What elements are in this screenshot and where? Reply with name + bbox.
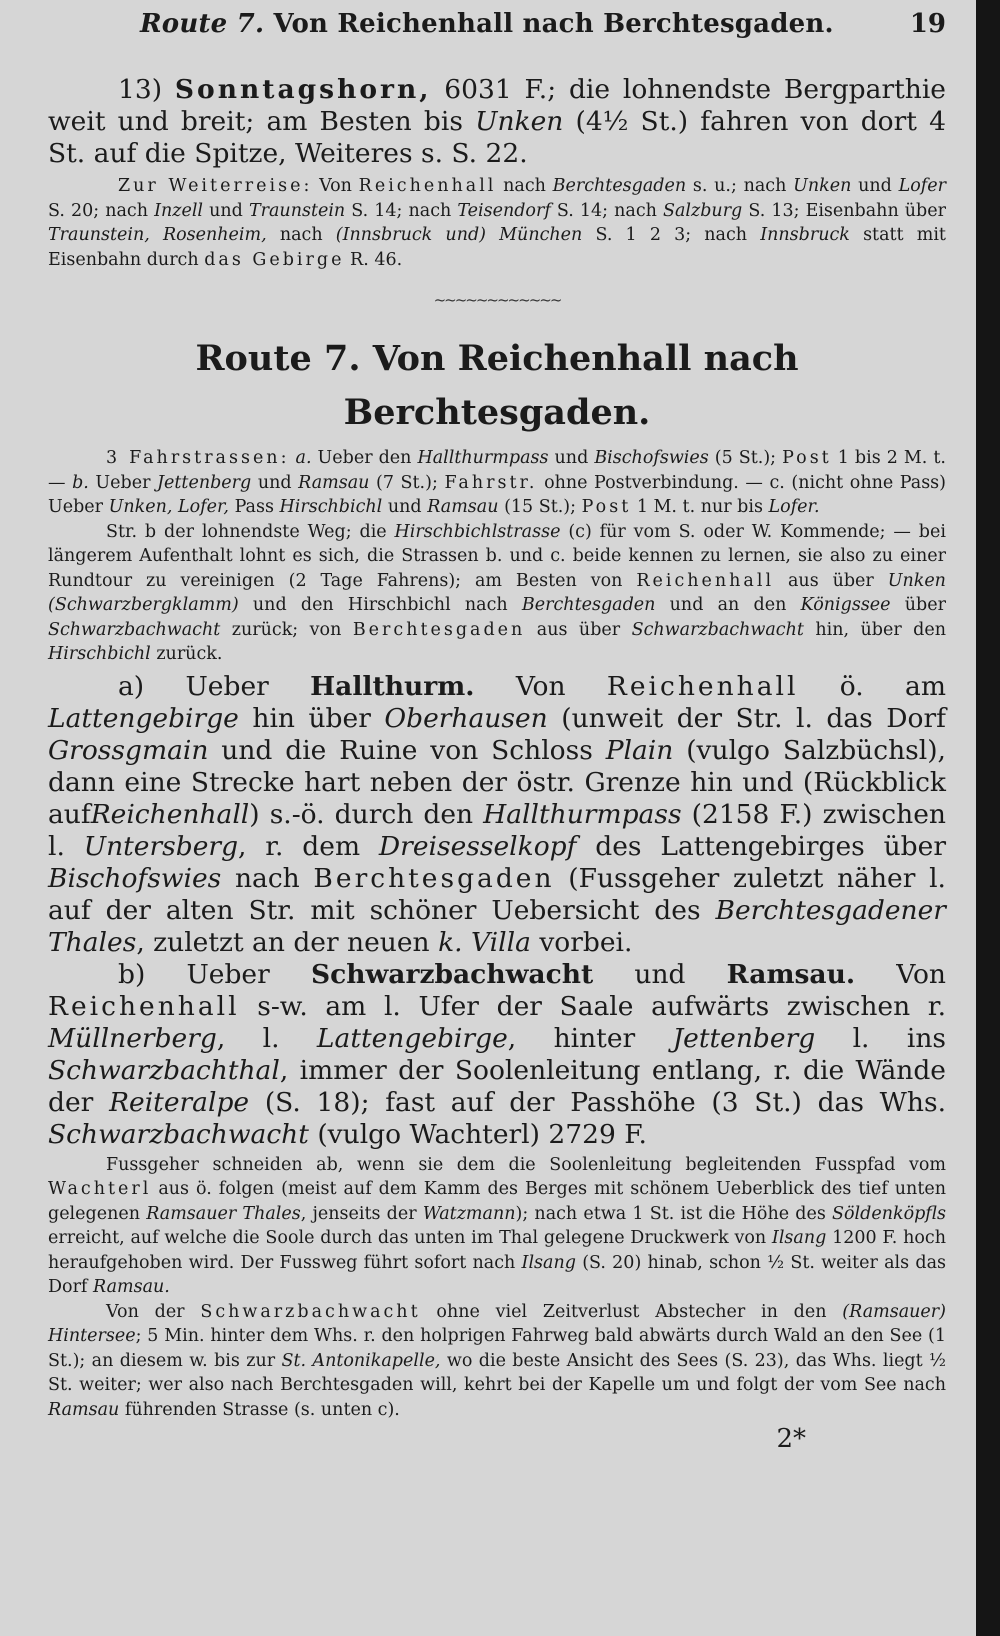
label: Zur Weiterreise: [118, 176, 313, 196]
place-name: k. Villa [438, 926, 531, 958]
text: und an den [669, 595, 787, 615]
place-name: Ilsang [771, 1228, 827, 1248]
text: hin über [252, 702, 371, 734]
text: (vulgo Wachterl) 2729 F. [317, 1118, 647, 1150]
place-name: Unken [475, 106, 564, 137]
text: , immer der Soolenleitung entlang, r. die Wände der [48, 1054, 946, 1118]
mountain-name: Sonntagshorn, [174, 74, 432, 105]
text: ohne Postverbindung. — c. (nicht ohne Pass) Ueber [48, 472, 946, 517]
running-title-route-no: 7. [236, 9, 265, 39]
place-name: Schwarzbachwacht [631, 619, 804, 640]
text: und [634, 958, 686, 990]
text: 1 M. t. nur bis [636, 497, 763, 517]
text: aus über [787, 570, 874, 591]
text: Str. b der lohnendste Weg; die [106, 521, 387, 542]
place-name: Lattengebirge [316, 1022, 508, 1054]
text: s-w. am l. Ufer der Saale aufwärts zwischen r. [257, 990, 946, 1022]
place-name: Unken, Lofer, [108, 497, 229, 517]
place-name: Berchtesgaden [352, 619, 526, 640]
place-name: Königssee [800, 595, 891, 615]
text: a. [295, 448, 312, 468]
text: wo die beste Ansicht des Sees (S. 23), das Whs. liegt ½ St. weiter; wer also nach Berchtesgaden will, kehrt bei der Kapelle um und folgt der vom See nach [48, 1350, 946, 1395]
place-name: Hirschbichlstrasse [394, 521, 561, 542]
place-name: Unken [793, 176, 852, 196]
text: Von [319, 176, 352, 196]
running-title-text: Von Reichenhall nach Berchtesgaden. [273, 9, 834, 39]
place-name: Salzburg [662, 200, 743, 221]
text: Ueber den [317, 448, 412, 468]
place-name: St. Antonikapelle, [281, 1350, 441, 1371]
running-header [48, 4, 946, 44]
place-name: Bischofswies [594, 448, 709, 468]
text: und den Hirschbichl nach [252, 595, 508, 615]
text: , l. [216, 1022, 280, 1054]
text: (4½ St.) fahren von dort 4 St. auf die Spitze, Weiteres s. S. 22. [48, 106, 946, 169]
paragraph-str-b [48, 520, 946, 667]
text: Post [782, 448, 832, 468]
place-name: Müllnerberg [48, 1022, 217, 1054]
place-name: Berchtesgaden [552, 176, 687, 196]
place-name: Ramsau [427, 497, 499, 517]
text: (unweit der Str. l. das Dorf [561, 702, 946, 734]
text: Ueber [95, 472, 151, 493]
place-name: Söldenköpfls [832, 1203, 946, 1224]
text: , jenseits der [300, 1203, 417, 1224]
paragraph-fussgeher [48, 1153, 946, 1300]
place-name: Schwarzbachthal [48, 1054, 280, 1086]
route-heading: Route 7. Von Reichenhall nach Berchtesgaden. [195, 338, 799, 433]
place-name: Berchtesgadener Thales [48, 894, 946, 958]
text: (7 St.); [376, 472, 438, 493]
running-title-route: Route [140, 9, 228, 39]
place-name: Hallthurmpass [483, 798, 682, 830]
place-name: Unken (Schwarzbergklamm) [48, 570, 946, 615]
text: 6031 F.; die lohnendste Bergparthie weit und breit; am Besten bis [48, 74, 946, 137]
text: (S. 18); fast auf der Passhöhe (3 St.) das Whs. [264, 1086, 946, 1118]
place-name: Ramsau. [93, 1277, 170, 1297]
place-name: Lofer [898, 176, 946, 196]
text: nach [503, 176, 546, 196]
place-name: Reichenhall [358, 176, 497, 196]
text: (S. 20) hinab, schon ½ St. weiter als das Dorf [48, 1252, 946, 1297]
text: R. 46. [350, 249, 403, 270]
text: , hinter [507, 1022, 636, 1054]
paragraph-sonntagshorn [48, 74, 946, 170]
place-name: Schwarzbachwacht [48, 619, 221, 640]
place-name: Bischofswies [48, 862, 222, 894]
place-name: Schwarzbachwacht [200, 1301, 421, 1322]
text: ); nach etwa 1 St. ist die Höhe des [515, 1203, 826, 1224]
place-name: Berchtesgaden [313, 862, 555, 894]
place-name: Watzmann [422, 1203, 516, 1224]
text: Von der [106, 1301, 185, 1322]
text: Von [515, 670, 566, 702]
text: b) Ueber [118, 958, 270, 990]
text: 1200 F. hoch heraufgehoben wird. Der Fussweg führt sofort nach [48, 1228, 946, 1273]
text: erreicht, auf welche die Soole durch das unten im Thal gelegene Druckwerk von [48, 1228, 767, 1248]
text: (Fussgeher zuletzt näher l. auf der alten Str. mit schöner Uebersicht des [48, 862, 946, 926]
place-name: Ramsau [48, 1399, 120, 1420]
text: und die Ruine von Schloss [221, 734, 593, 766]
label: 3 Fahrstrassen: [106, 448, 290, 468]
text: aus ö. folgen (meist auf dem Kamm des Berges mit schönem Ueberblick des tief unten gelegenen [48, 1179, 946, 1224]
text: über [904, 595, 946, 615]
text: hin, über den [815, 619, 946, 640]
text: zurück; von [231, 619, 342, 640]
text: nach [234, 862, 300, 894]
text: (5 St.); [714, 448, 777, 468]
text: , zuletzt an der neuen [136, 926, 430, 958]
paragraph-weiterreise [48, 174, 946, 272]
text: (15 St.); [504, 497, 577, 517]
text: l. ins [852, 1022, 946, 1054]
place-name: Oberhausen [384, 702, 548, 734]
text: 1 bis 2 M. t. — [48, 448, 946, 493]
text: ohne viel Zeitverlust Abstecher in den [436, 1301, 827, 1322]
paragraph-abstecher [48, 1300, 946, 1423]
text: S. 14; nach [556, 200, 657, 221]
text: des Lattengebirges über [595, 830, 946, 862]
section-title: Hallthurm. [310, 670, 475, 702]
text: nach [279, 225, 323, 245]
text: S. 1 2 3; nach [595, 225, 748, 245]
place-name: Berchtesgaden [521, 595, 656, 615]
text: (2158 F.) zwischen l. [48, 798, 946, 862]
text: statt mit Eisenbahn durch [48, 225, 946, 270]
place-name: Hallthurmpass [417, 448, 549, 468]
running-title [140, 4, 834, 44]
text: s. u.; nach [692, 176, 787, 196]
place-name: Ramsau [298, 472, 370, 493]
text: und [858, 176, 892, 196]
place-name: Dreisesselkopf [378, 830, 577, 862]
paragraph-section-a [48, 671, 946, 959]
place-name: Hirschbichl [279, 497, 383, 517]
place-name: Teisendorf [457, 200, 551, 221]
place-name: Schwarzbachwacht [48, 1118, 309, 1150]
paragraph-fahrstrassen [48, 446, 946, 520]
text: und [257, 472, 292, 493]
place-name: Untersberg [83, 830, 239, 862]
place-name: Innsbruck [760, 225, 850, 245]
text: Pass [234, 497, 274, 517]
place-name: Grossgmain [48, 734, 209, 766]
place-name: Inzell [154, 200, 204, 221]
item-number: 13) [118, 74, 163, 105]
text: führenden Strasse (s. unten c). [124, 1399, 400, 1420]
text: S. 20; nach [48, 200, 148, 221]
text: aus über [536, 619, 621, 640]
text: ö. am [839, 670, 946, 702]
place-name: (Ramsauer) Hintersee [48, 1301, 946, 1346]
signature-mark: 2* [776, 1424, 806, 1454]
place-name: Jettenberg [672, 1022, 816, 1054]
place-name: Wachterl [48, 1179, 152, 1199]
text: Fussgeher schneiden ab, wenn sie dem die Soolenleitung begleitenden Fusspfad vom [106, 1154, 946, 1175]
text: (vulgo Salzbüchsl), dann eine Strecke hart neben der östr. Grenze hin und (Rückblick auf [48, 734, 946, 830]
text: S. 13; Eisenbahn über [748, 200, 946, 221]
text: und [554, 448, 589, 468]
place-name: Lattengebirge [48, 702, 239, 734]
place-name: Plain [605, 734, 674, 766]
text: Post [581, 497, 632, 517]
text: Fahrstr. [444, 472, 538, 493]
text: ; 5 Min. hinter dem Whs. r. den holprigen Fahrweg bald abwärts durch Wald an den See (1 St.); an diesem w. bis zur [48, 1326, 946, 1371]
text: vorbei. [539, 926, 633, 958]
text: Von [896, 958, 946, 990]
section-title: Ramsau. [726, 958, 856, 990]
text: (c) für vom S. oder W. Kommende; — bei längerem Aufenthalt lohnt es sich, die Strassen b. und c. beide kennen zu lernen, sie also zu einer Rundtour zu vereinigen (2 Tage Fahrens); am Besten von [48, 521, 946, 591]
text: das Gebirge [204, 249, 345, 270]
text: , r. dem [238, 830, 361, 862]
section-title: Schwarzbachwacht [310, 958, 594, 990]
place-name: Reiteralpe [109, 1086, 250, 1118]
place-name: Hirschbichl [48, 644, 151, 664]
text: und [387, 497, 422, 517]
text: a) Ueber [118, 670, 269, 702]
place-name: Jettenberg [157, 472, 252, 493]
text: zurück. [156, 644, 223, 664]
text: b. [72, 472, 89, 493]
place-name: Reichenhall [90, 798, 250, 830]
place-name: Traunstein, Rosenheim, [48, 225, 267, 245]
text: ) s.-ö. durch den [249, 798, 474, 830]
place-name: Reichenhall [48, 990, 240, 1022]
place-name: Traunstein [248, 200, 346, 221]
text: und [209, 200, 243, 221]
place-name: Lofer. [768, 497, 820, 517]
separator-ornament: ~~~~~~~~~~~~ [433, 291, 561, 309]
place-name: Reichenhall [636, 570, 775, 591]
text: S. 14; nach [351, 200, 452, 221]
place-name: (Innsbruck und) München [335, 225, 583, 245]
place-name: Ramsauer Thales [146, 1203, 301, 1224]
paragraph-section-b [48, 959, 946, 1151]
place-name: Reichenhall [606, 670, 799, 702]
place-name: Ilsang [521, 1252, 576, 1273]
page-number: 19 [909, 9, 946, 39]
